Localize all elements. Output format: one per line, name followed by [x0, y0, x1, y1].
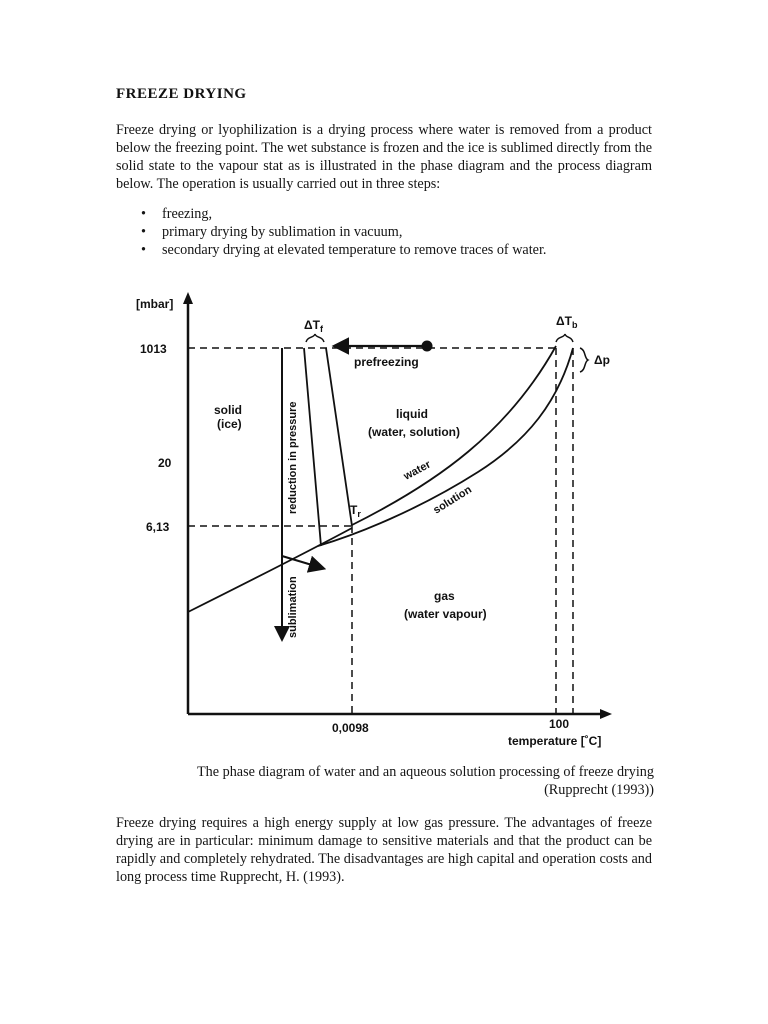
water-vapour-label: (water vapour): [404, 607, 487, 621]
liquid-sub-label: (water, solution): [368, 425, 461, 439]
steps-list: [116, 205, 656, 259]
delta-p-label: Δp: [594, 353, 610, 367]
bullet-icon: •: [141, 242, 146, 258]
ice-label: (ice): [217, 417, 242, 431]
prefreezing-label: prefreezing: [354, 355, 419, 369]
delta-tf-sub: f: [319, 324, 323, 334]
list-item: [116, 223, 656, 241]
list-item-text: freezing,: [162, 206, 213, 222]
start-point-dot-icon: [422, 341, 433, 352]
freezing-region-lines: [304, 348, 352, 546]
solution-curve-label: solution: [431, 483, 474, 517]
intro-paragraph: Freeze drying or lyophilization is a drying process where water is removed from a product below the freezing point. The wet substance is frozen and the ice is sublimed directly from the solid state to the vapour stat as is illustrated in the phase diagram and the process diagram below. The operation is usually carried out in three steps:: [116, 122, 652, 192]
x-axis-arrow-icon: [600, 709, 612, 719]
sublimation-label: sublimation: [287, 576, 299, 638]
delta-p-brace-icon: [580, 348, 588, 372]
delta-tb-label: [556, 314, 578, 330]
water-curve-label: water: [401, 458, 433, 483]
reduction-in-pressure-label: reduction in pressure: [287, 401, 299, 514]
document-title: FREEZE DRYING: [116, 86, 247, 102]
caption-line-1: The phase diagram of water and an aqueous solution processing of freeze drying: [197, 764, 654, 780]
delta-tf-symbol: ΔT: [304, 318, 320, 332]
sublimation-curve: [188, 528, 352, 612]
bullet-icon: •: [141, 206, 146, 222]
tr-symbol: T: [350, 503, 358, 517]
delta-tf-label: [304, 318, 324, 334]
y-tick-1013: 1013: [140, 342, 167, 356]
delta-tf-brace-icon: [306, 334, 324, 342]
phase-diagram: [118, 282, 618, 757]
x-axis-label: temperature [˚C]: [508, 734, 602, 748]
closing-paragraph: Freeze drying requires a high energy supply at low gas pressure. The advantages of freeze drying are in particular: minimum damage to sensitive materials and that the product can be rapidly and completely rehydrated. The disadvantages are high capital and operation costs and long process time Rupprecht, H. (1993).: [116, 815, 652, 885]
x-tick-100: 100: [549, 717, 570, 731]
delta-tb-sub: b: [571, 320, 578, 330]
tr-sub: r: [357, 509, 361, 519]
tr-label: [350, 503, 361, 519]
delta-tb-symbol: ΔT: [556, 314, 572, 328]
figure-caption: [140, 763, 654, 799]
y-tick-613: 6,13: [146, 520, 170, 534]
liquid-label: liquid: [396, 407, 428, 421]
bullet-icon: •: [141, 224, 146, 240]
delta-tb-brace-icon: [556, 334, 573, 342]
y-axis-label: [mbar]: [136, 297, 174, 311]
gas-label: gas: [434, 589, 455, 603]
list-item-text: primary drying by sublimation in vacuum,: [162, 224, 403, 240]
solid-label: solid: [214, 403, 243, 417]
y-axis-arrow-icon: [183, 292, 193, 304]
caption-line-2: (Rupprecht (1993)): [544, 782, 654, 798]
list-item: [116, 205, 656, 223]
list-item-text: secondary drying at elevated temperature to remove traces of water.: [162, 242, 547, 258]
list-item: [116, 241, 656, 259]
x-tick-00098: 0,0098: [332, 721, 369, 735]
y-tick-20: 20: [158, 456, 172, 470]
